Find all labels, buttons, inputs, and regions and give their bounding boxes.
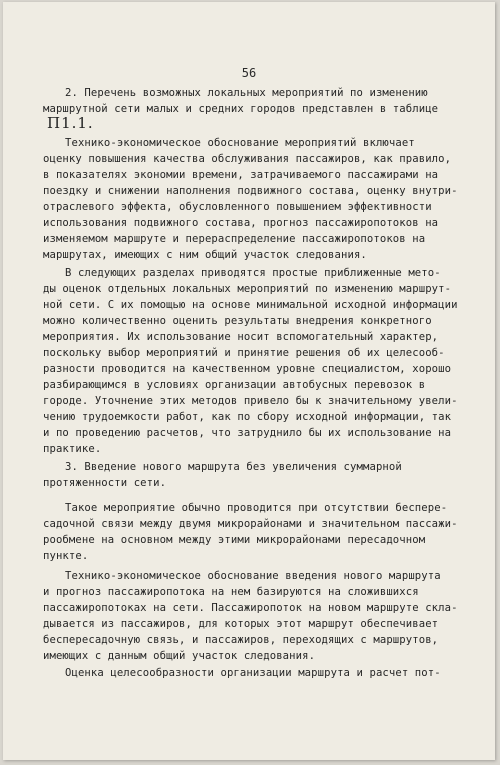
text-line: ной сети. С их помощью на основе минимальной исходной информации — [43, 299, 458, 311]
text-line: Такое мероприятие обычно проводится при отсутствии беспере- — [65, 502, 448, 514]
text-line: и по проведению расчетов, что затруднило бы их использование на — [43, 427, 452, 439]
text-line: поездку и снижении наполнения подвижного состава, оценку внутри- — [43, 185, 458, 197]
text-line: 2. Перечень возможных локальных мероприятий по изменению — [65, 87, 428, 99]
text-line: поскольку выбор мероприятий и принятие решения об их целесооб- — [43, 347, 445, 359]
text-line: разности проводится на качественном уровне специалистом, хорошо — [43, 363, 452, 375]
text-line: можно количественно оценить результаты внедрения конкретного — [43, 315, 432, 327]
text-line: 3. Введение нового маршрута без увеличения суммарной — [65, 461, 402, 473]
text-line: городе. Уточнение этих методов привело бы к значительному увели- — [43, 395, 458, 407]
text-line: пункте. — [43, 550, 89, 562]
text-line: рообмене на основном между этими микрорайонами пересадочном — [43, 534, 426, 546]
text-line: протяженности сети. — [43, 477, 167, 489]
text-line: беспересадочную связь, и пассажиров, переходящих с маршрутов, — [43, 634, 439, 646]
text-line: мероприятия. Их использование носит вспомогательный характер, — [43, 331, 439, 343]
text-line: и прогноз пассажиропотока на нем базируются на сложившихся — [43, 586, 419, 598]
text-line: в показателях экономии времени, затрачиваемого пассажирами на — [43, 169, 439, 181]
text-line: оценку повышения качества обслуживания пассажиров, как правило, — [43, 153, 452, 165]
text-line: имеющих с данным общий участок следования. — [43, 650, 316, 662]
text-line: Оценка целесообразности организации маршрута и расчет пот- — [65, 667, 441, 679]
text-line: использования подвижного состава, прогноз пассажиропотоков на — [43, 217, 439, 229]
text-line: маршрутной сети малых и средних городов представлен в таблице — [43, 103, 439, 115]
text-line: разбирающимся в условиях организации автобусных перевозок в — [43, 379, 426, 391]
handwritten-table-reference: П1.1. — [47, 114, 94, 132]
text-line: отраслевого эффекта, обусловленного повышением эффективности — [43, 201, 432, 213]
text-line: изменяемом маршруте и перераспределение пассажиропотоков на — [43, 233, 426, 245]
text-line: чению трудоемкости работ, как по сбору исходной информации, так — [43, 411, 452, 423]
text-line: В следующих разделах приводятся простые приближенные мето- — [65, 267, 441, 279]
text-line: практике. — [43, 443, 102, 455]
text-line: пассажиропотоках на сети. Пассажиропоток на новом маршруте скла- — [43, 602, 458, 614]
text-line: ды оценок отдельных локальных мероприятий по изменению маршрут- — [43, 283, 452, 295]
text-line: Технико-экономическое обоснование введения нового маршрута — [65, 570, 441, 582]
document-page — [3, 2, 495, 760]
text-line: Технико-экономическое обоснование мероприятий включает — [65, 137, 415, 149]
text-line: садочной связи между двумя микрорайонами и значительном пассажи- — [43, 518, 458, 530]
page-number: 56 — [241, 66, 257, 80]
text-line: маршрутах, имеющих с ним общий участок следования. — [43, 249, 367, 261]
text-line: дывается из пассажиров, для которых этот маршрут обеспечивает — [43, 618, 439, 630]
